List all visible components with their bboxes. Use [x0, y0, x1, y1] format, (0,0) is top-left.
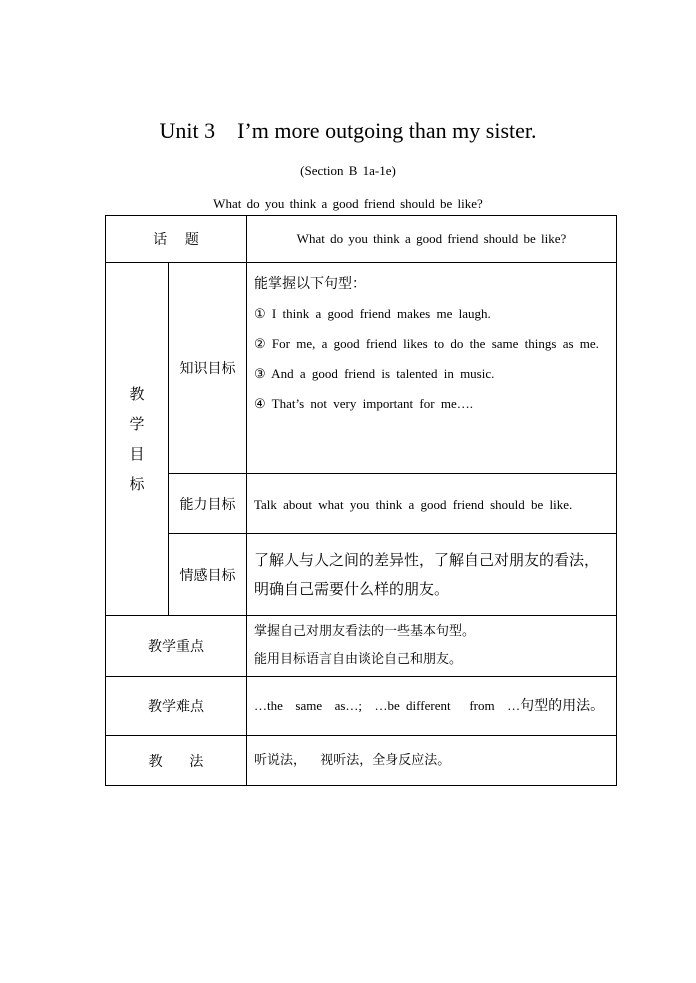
emotion-goal-text: 了解人与人之间的差异性，了解自己对朋友的看法，明确自己需要什么样的朋友。 — [254, 550, 600, 598]
topic-value: What do you think a good friend should be like? — [247, 216, 617, 263]
knowledge-item: ① I think a good friend makes me laugh. — [254, 306, 491, 321]
ability-goal-content — [247, 474, 617, 534]
difficulties-label: 教学难点 — [106, 677, 247, 736]
ability-goal-text: Talk about what you think a good friend should be like. — [254, 496, 573, 512]
knowledge-item: ④ That’s not very important for me…. — [254, 396, 473, 411]
ability-row — [106, 474, 617, 534]
objectives-label-char: 目 — [129, 445, 145, 463]
topic-label: 话 题 — [106, 216, 247, 263]
methods-label: 教 法 — [106, 736, 247, 786]
knowledge-item: ③ And a good friend is talented in music. — [254, 366, 495, 381]
difficulties-text-cn: 句型的用法。 — [520, 698, 605, 714]
emotion-row — [106, 534, 617, 616]
objectives-label — [106, 263, 169, 616]
key-points-row — [106, 616, 617, 677]
emotion-goal-content — [247, 534, 617, 616]
knowledge-goal-content — [247, 263, 617, 474]
difficulties-text-en: …the same as…; …be different from … — [254, 698, 521, 713]
key-point-line: 能用目标语言自由谈论自己和朋友。 — [254, 652, 463, 667]
objectives-label-char: 标 — [129, 475, 145, 493]
key-point-line: 掌握自己对朋友看法的一些基本句型。 — [254, 624, 476, 639]
knowledge-goal-label: 知识目标 — [169, 263, 247, 474]
knowledge-row — [106, 263, 617, 474]
methods-text: 听说法， 视听法，全身反应法。 — [254, 752, 451, 768]
objectives-label-char: 学 — [129, 415, 145, 433]
knowledge-intro: 能掌握以下句型： — [254, 276, 366, 292]
ability-goal-label: 能力目标 — [169, 474, 247, 534]
methods-content — [247, 736, 617, 786]
page-title: Unit 3 I’m more outgoing than my sister. — [159, 118, 537, 143]
key-points-label: 教学重点 — [106, 616, 247, 677]
key-points-content — [247, 616, 617, 677]
difficulties-content — [247, 677, 617, 736]
topic-row — [106, 216, 617, 263]
emotion-goal-label: 情感目标 — [169, 534, 247, 616]
methods-row — [106, 736, 617, 786]
section-subtitle: (Section B 1a-1e) — [300, 163, 396, 178]
guiding-question: What do you think a good friend should be like? — [213, 196, 483, 211]
knowledge-item: ② For me, a good friend likes to do the same things as me. — [254, 336, 599, 351]
lesson-plan-table — [105, 215, 617, 786]
difficulties-row — [106, 677, 617, 736]
objectives-label-char: 教 — [129, 385, 145, 403]
